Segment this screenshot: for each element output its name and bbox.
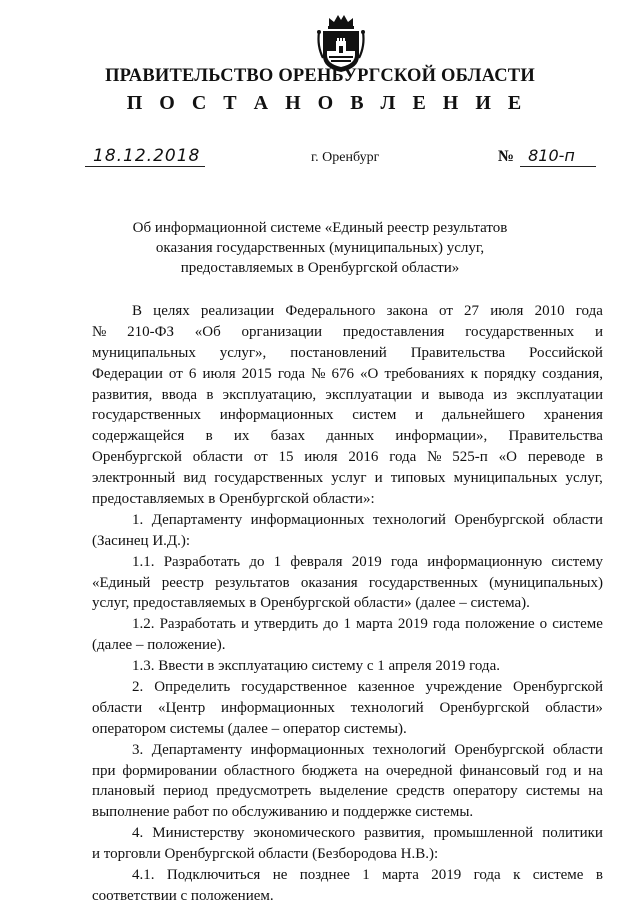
body-line: развития, ввода в эксплуатацию, эксплуатации и вывода из эксплуатации	[92, 386, 603, 403]
body-line: 1.2. Разработать и утвердить до 1 марта 2019 года положение о системе	[132, 616, 603, 633]
document-subject	[0, 218, 640, 278]
body-line: 4. Министерству экономического развития, промышленной политики	[132, 825, 603, 842]
subject-line: предоставляемых в Оренбургской области»	[180, 260, 460, 276]
body-line: муниципальных услуг», постановлений Правительства Российской	[92, 344, 603, 361]
body-line: В целях реализации Федерального закона от 27 июля 2010 года	[132, 303, 603, 319]
document-body	[92, 301, 603, 907]
document-number	[498, 146, 596, 167]
body-line: Федерации от 6 июля 2015 года № 676 «О требованиях к порядку создания,	[92, 365, 603, 382]
number-sign: №	[498, 148, 515, 165]
body-line: 4.1. Подключиться не позднее 1 марта 2019 года к системе в	[132, 867, 603, 884]
body-line: выполнение работ по обслуживанию и поддержке системы.	[92, 804, 474, 821]
body-line: области «Центр информационных технологий Оренбургской области»	[92, 699, 603, 716]
body-line: соответствии с положением.	[92, 887, 274, 904]
body-line: 3. Департаменту информационных технологий Оренбургской области	[132, 741, 603, 758]
body-line: 1. Департаменту информационных технологий Оренбургской области	[132, 511, 603, 528]
number-value: 810-п	[520, 146, 596, 167]
body-line: электронный вид государственных услуг и типовых муниципальных услуг,	[92, 470, 603, 487]
subject-line: Об информационной системе «Единый реестр результатов	[132, 220, 508, 236]
document-date: 18.12.2018	[85, 146, 205, 167]
body-line: 1.3. Ввести в эксплуатацию систему с 1 апреля 2019 года.	[132, 658, 500, 675]
document-city: г. Оренбург	[311, 150, 380, 165]
body-line: 2. Определить государственное казенное учреждение Оренбургской	[132, 679, 603, 696]
body-line: содержащейся в их базах данных информации», Правительства	[92, 428, 603, 445]
body-line: 1.1. Разработать до 1 февраля 2019 года информационную систему	[132, 553, 603, 570]
coat-of-arms-emblem	[315, 12, 367, 74]
body-line: № 210-ФЗ «Об организации предоставления государственных и	[92, 323, 603, 340]
document-type: П О С Т А Н О В Л Е Н И Е	[126, 92, 528, 114]
organization-title: ПРАВИТЕЛЬСТВО ОРЕНБУРГСКОЙ ОБЛАСТИ	[105, 66, 535, 86]
body-line: (далее – положение).	[92, 637, 226, 654]
body-line: оператором системы (далее – оператор системы).	[92, 720, 407, 737]
body-line: (Засинец И.Д.):	[92, 532, 191, 549]
body-line: предоставляемых в Оренбургской области»:	[92, 491, 375, 508]
body-line: Оренбургской области от 15 июля 2016 года № 525-п «О переводе в	[92, 449, 603, 466]
body-line: услуг, предоставляемых в Оренбургской области» (далее – система).	[92, 595, 530, 612]
body-line: государственных информационных систем и дальнейшего хранения	[92, 407, 603, 424]
body-line: при формировании областного бюджета на очередной финансовый год и на	[92, 762, 603, 779]
subject-line: оказания государственных (муниципальных) услуг,	[155, 240, 485, 256]
body-line: и торговли Оренбургской области (Безбородова Н.В.):	[92, 846, 439, 863]
body-line: «Единый реестр результатов оказания государственных (муниципальных)	[92, 574, 603, 591]
body-line: плановый период предусмотреть выделение средств оператору системы на	[92, 783, 603, 800]
